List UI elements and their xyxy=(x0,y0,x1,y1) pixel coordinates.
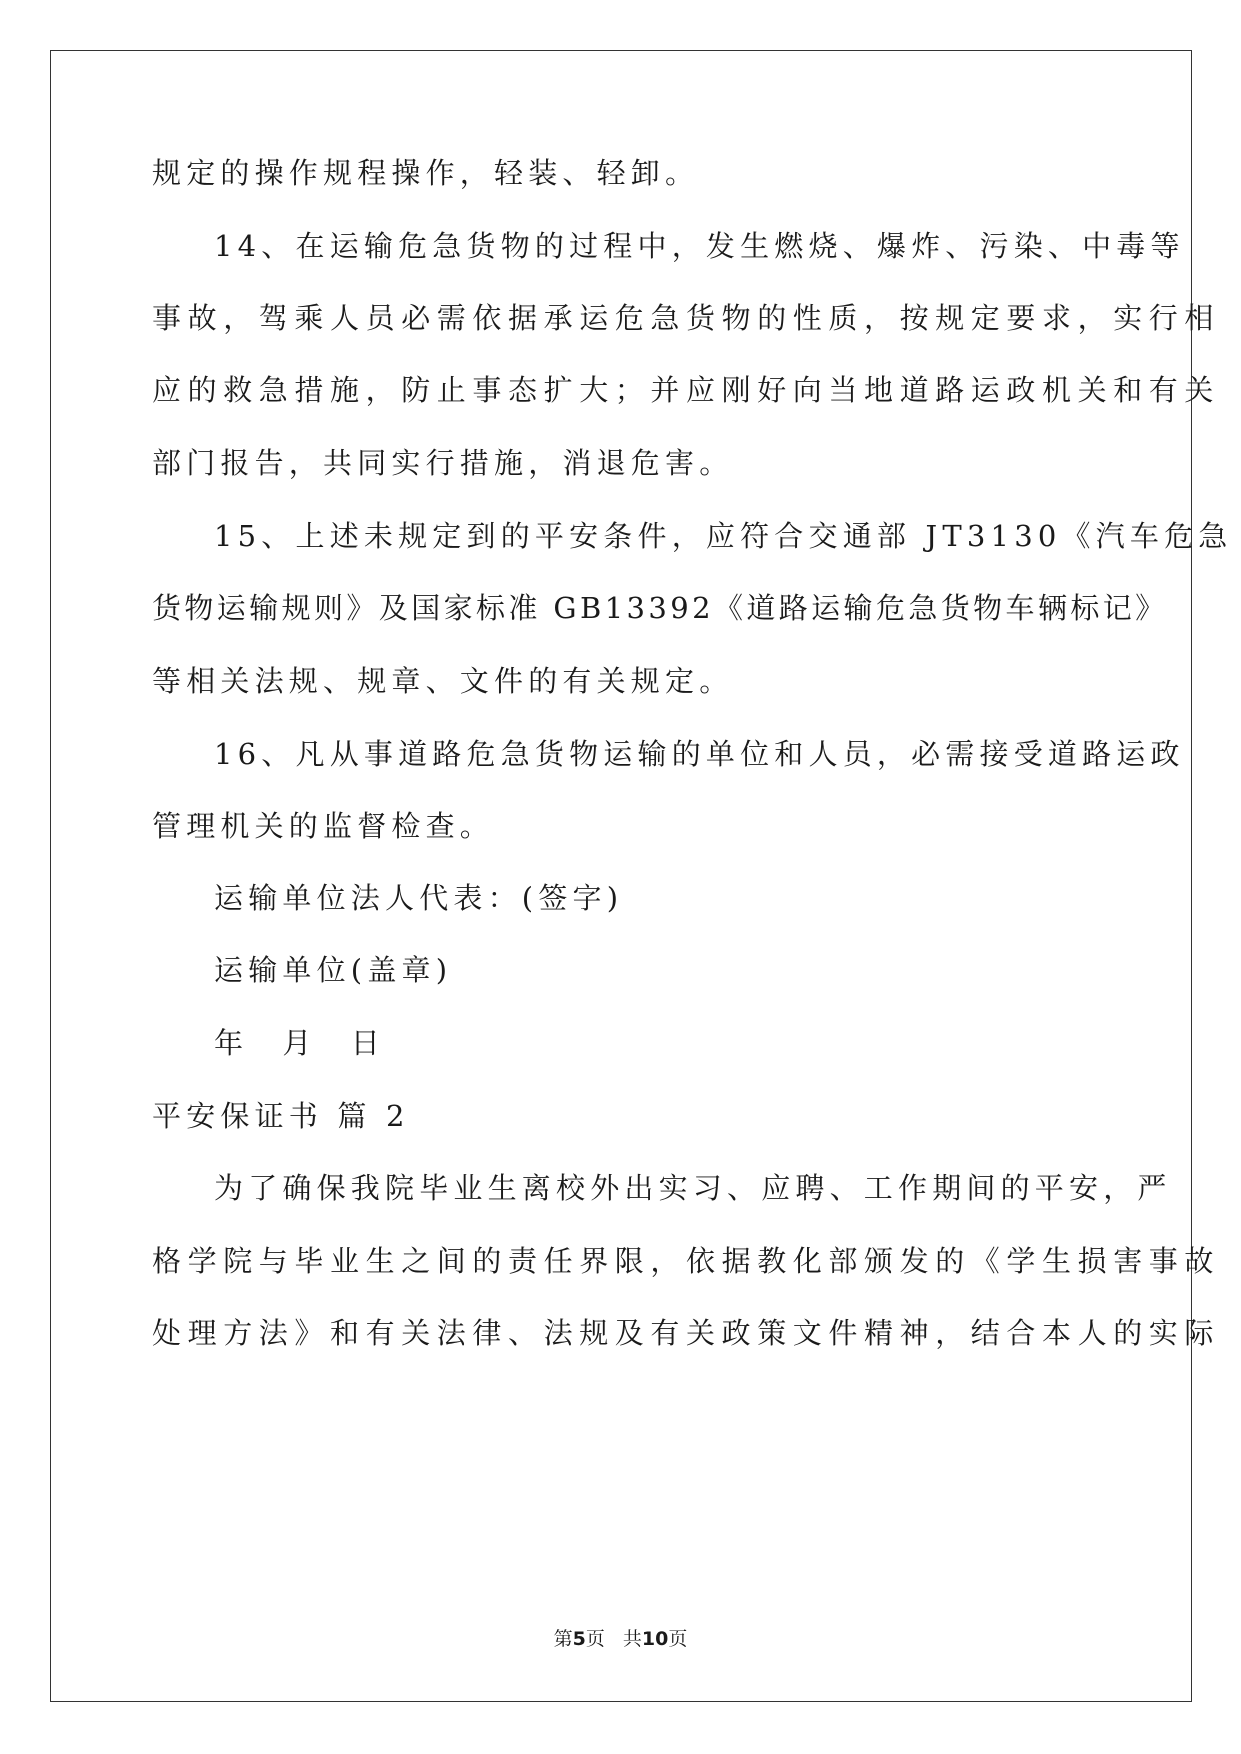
text-line: 处理方法》和有关法律、法规及有关政策文件精神，结合本人的实际 xyxy=(152,1316,1221,1350)
text-line: 部门报告，共同实行措施，消退危害。 xyxy=(152,446,734,480)
page-suffix: 页 xyxy=(585,1628,605,1650)
section-heading: 平安保证书 篇 2 xyxy=(152,1099,410,1133)
text-line: 事故，驾乘人员必需依据承运危急货物的性质，按规定要求，实行相 xyxy=(152,301,1221,335)
text-line: 货物运输规则》及国家标准 GB13392《道路运输危急货物车辆标记》 xyxy=(152,591,1168,625)
page-number: 5 xyxy=(572,1628,586,1650)
seal-line: 运输单位(盖章) xyxy=(214,953,453,987)
total-suffix: 页 xyxy=(668,1628,688,1650)
page-prefix: 第 xyxy=(553,1628,573,1650)
text-line: 规定的操作规程操作，轻装、轻卸。 xyxy=(152,156,700,190)
text-line: 管理机关的监督检查。 xyxy=(152,809,495,843)
date-line: 年 月 日 xyxy=(214,1026,386,1060)
text-line: 为了确保我院毕业生离校外出实习、应聘、工作期间的平安，严 xyxy=(214,1171,1172,1205)
text-line: 应的救急措施，防止事态扩大；并应刚好向当地道路运政机关和有关 xyxy=(152,373,1221,407)
page-footer xyxy=(0,1626,1241,1652)
text-line: 15、上述未规定到的平安条件，应符合交通部 JT3130《汽车危急 xyxy=(214,519,1233,553)
signature-line: 运输单位法人代表：(签字) xyxy=(214,881,624,915)
total-pages: 10 xyxy=(641,1628,669,1650)
text-line: 14、在运输危急货物的过程中，发生燃烧、爆炸、污染、中毒等 xyxy=(214,229,1185,263)
total-prefix: 共 xyxy=(622,1628,642,1650)
text-line: 16、凡从事道路危急货物运输的单位和人员，必需接受道路运政 xyxy=(214,737,1185,771)
text-line: 等相关法规、规章、文件的有关规定。 xyxy=(152,664,734,698)
text-line: 格学院与毕业生之间的责任界限，依据教化部颁发的《学生损害事故 xyxy=(152,1244,1221,1278)
